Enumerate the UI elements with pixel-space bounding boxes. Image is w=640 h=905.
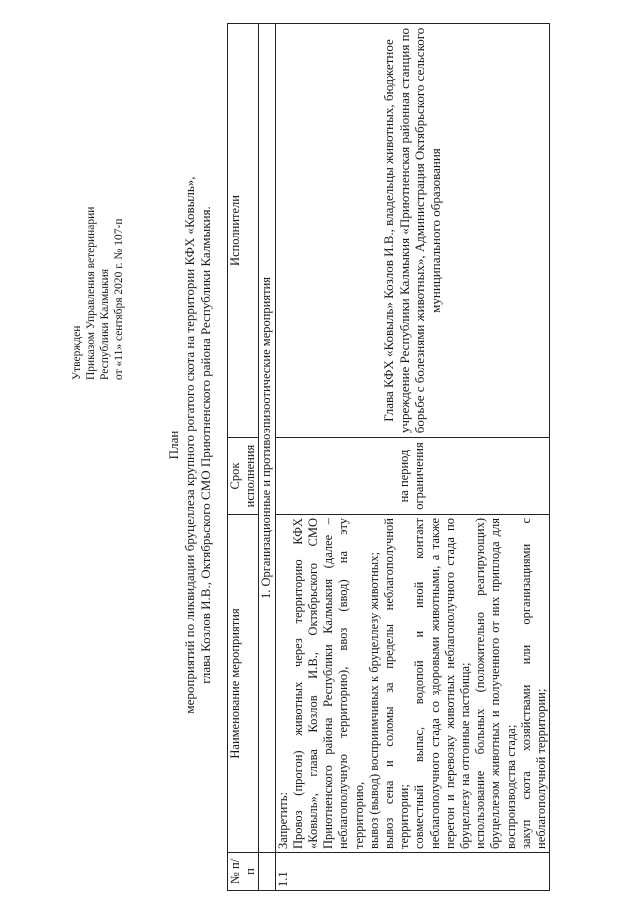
document-title <box>166 55 214 835</box>
approval-line: Утвержден <box>71 325 83 380</box>
header-name: Наименование мероприятия <box>228 515 259 853</box>
row-num: 1.1 <box>275 853 550 891</box>
measure-line: совместный выпас, водопой и иной контакт неблагополучного стада со здоровыми животными, а также перегон и перевозку животных неблагополучного стада по бруцеллезу на отгонные пастбища; <box>412 518 473 849</box>
approval-line: от «11» сентября 2020 г. № 107-п <box>113 218 125 380</box>
title-heading: План <box>166 430 181 460</box>
row-term: на период ограничения <box>275 438 550 515</box>
title-line-2: глава Козлов И.В., Октябрьского СМО Приютненского района Республики Калмыкия. <box>198 206 213 684</box>
measure-line: Запретить: <box>275 792 290 849</box>
approval-stamp <box>70 120 126 380</box>
table-row <box>275 24 550 891</box>
header-num: № п/п <box>228 853 259 891</box>
approval-line: Приказом Управления ветеринарии <box>85 206 97 380</box>
row-executors: Глава КФХ «Ковыль» Козлов И.В., владельцы животных, бюджетное учреждение Республики Калмыкия «Приютненская районная станция по борьбе с болезнями животных», Администрация Октябрьского сельского муниципального образования <box>275 24 550 438</box>
row-name <box>275 515 550 853</box>
measure-line: вывоз сена и соломы за пределы неблагополучной территории; <box>382 518 412 849</box>
header-term: Срок исполнения <box>228 438 259 515</box>
section-title: 1. Организационные и противоэпизоотические мероприятия <box>259 24 275 853</box>
measure-line: вывоз (вывод) восприимчивых к бруцеллезу животных; <box>366 552 381 849</box>
measure-line: закуп скота хозяйствами или организациями с неблагополучной территории; <box>518 518 549 849</box>
section-num-empty <box>259 853 275 891</box>
title-line-1: мероприятий по ликвидации бруцеллеза крупного рогатого скота на территории КФХ «Ковыль», <box>182 176 197 714</box>
measure-line: использование больных (положительно реагирующих) бруцеллезом животных и полученного от них приплода для воспроизводства стада; <box>473 518 518 849</box>
measure-line: Провоз (прогон) животных через территорию КФХ «Ковыль», глава Козлов И.В., Октябрьского СМО Приютненского района Республики Калмыкия (далее – неблагополучную территорию), ввоз (ввод) на эту территорию, <box>290 518 366 849</box>
measures-table <box>227 23 550 891</box>
approval-line: Республики Калмыкия <box>99 268 111 380</box>
header-exec: Исполнители <box>228 24 259 438</box>
section-row <box>259 24 275 891</box>
table-header-row <box>228 24 259 891</box>
